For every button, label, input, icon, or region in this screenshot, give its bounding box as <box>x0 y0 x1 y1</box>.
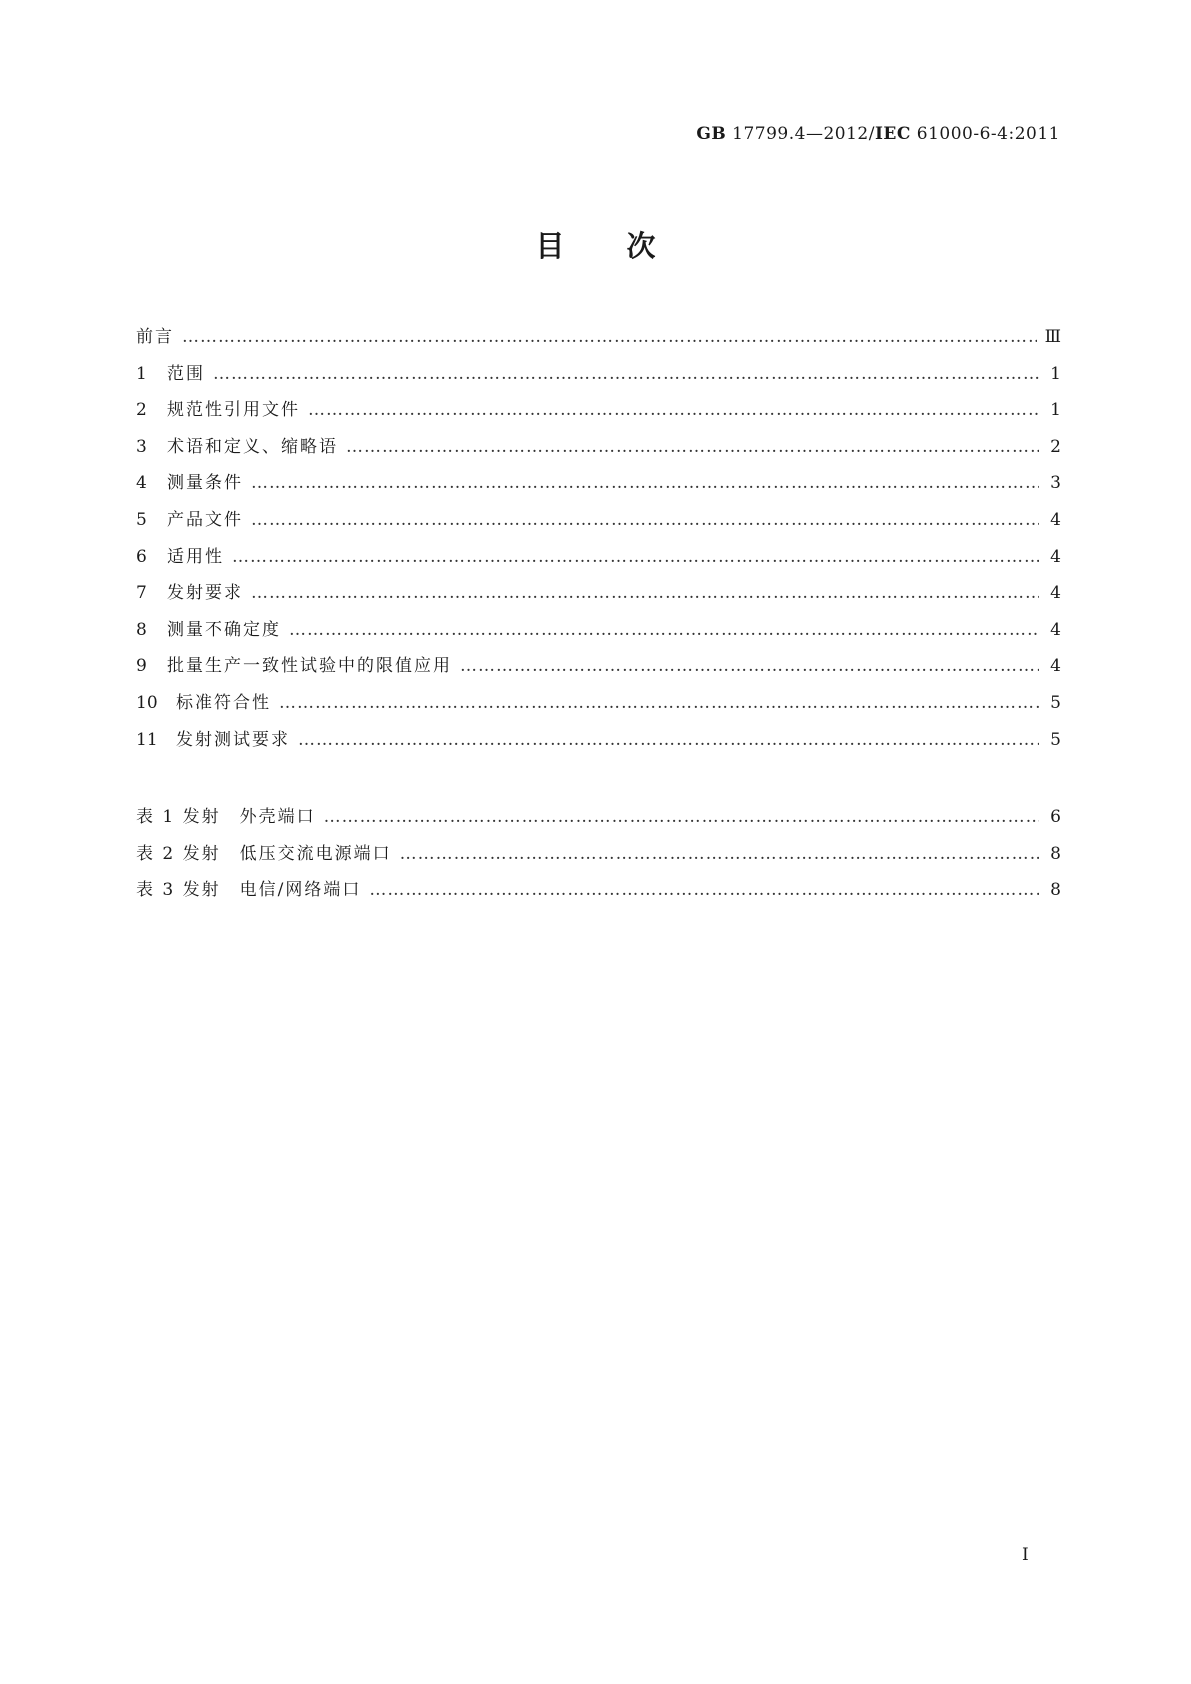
toc-entry[interactable] <box>136 725 1061 762</box>
toc-entry-page: 4 <box>1050 619 1061 640</box>
toc-entry-label: 发射要求 <box>167 583 243 604</box>
toc-entry[interactable] <box>136 432 1061 469</box>
iec-prefix: IEC <box>874 124 911 144</box>
toc-entry-page: 4 <box>1050 509 1061 530</box>
table-entry-page: 8 <box>1050 880 1061 901</box>
toc-entry-label: 批量生产一致性试验中的限值应用 <box>167 656 452 677</box>
toc-entry[interactable] <box>136 505 1061 542</box>
toc-entry[interactable] <box>136 615 1061 652</box>
toc-entry-page: 1 <box>1050 400 1061 421</box>
toc-entry-number: 9 <box>136 656 147 677</box>
toc-list <box>136 322 1061 761</box>
dot-leader <box>232 547 1039 567</box>
toc-entry-label: 测量不确定度 <box>167 619 281 640</box>
dot-leader <box>251 510 1039 530</box>
table-list <box>136 802 1061 912</box>
toc-entry-page: 3 <box>1050 473 1061 494</box>
table-entry-label: 表 2 发射 低压交流电源端口 <box>136 843 392 864</box>
iec-number: 61000-6-4:2011 <box>916 124 1060 144</box>
table-entry-page: 8 <box>1050 843 1061 864</box>
toc-entry-label: 适用性 <box>167 546 224 567</box>
toc-entry-number: 5 <box>136 509 147 530</box>
toc-entry-number: 4 <box>136 473 147 494</box>
toc-entry-label: 标准符合性 <box>176 692 271 713</box>
toc-entry-page: 4 <box>1050 583 1061 604</box>
dot-leader <box>324 807 1039 827</box>
dot-leader <box>369 880 1039 900</box>
table-entry-page: 6 <box>1050 807 1061 827</box>
toc-entry-number: 8 <box>136 619 147 640</box>
toc-entry[interactable] <box>136 468 1061 505</box>
dot-leader <box>251 473 1039 493</box>
toc-entry-number: 7 <box>136 583 147 604</box>
toc-entry-page: 2 <box>1050 436 1061 457</box>
toc-entry-number: 3 <box>136 436 147 457</box>
toc-entry-number: 2 <box>136 400 147 421</box>
standard-code <box>696 124 1060 144</box>
toc-entry[interactable] <box>136 578 1061 615</box>
toc-entry[interactable] <box>136 651 1061 688</box>
toc-entry-page: 4 <box>1050 656 1061 677</box>
toc-entry-number: 10 <box>136 692 158 713</box>
toc-entry-label: 术语和定义、缩略语 <box>167 436 338 457</box>
toc-entry-label: 规范性引用文件 <box>167 400 300 421</box>
toc-title: 目次 <box>535 229 718 263</box>
table-entry-label: 表 1 发射 外壳端口 <box>136 807 316 827</box>
toc-entry-label: 范围 <box>167 363 205 384</box>
toc-entry-label: 产品文件 <box>167 509 243 530</box>
toc-entry-label: 发射测试要求 <box>176 729 290 750</box>
toc-entry-page: 5 <box>1050 729 1061 750</box>
table-entry[interactable] <box>136 839 1061 876</box>
toc-entry-page: 4 <box>1050 546 1061 567</box>
toc-entry-label: 测量条件 <box>167 473 243 494</box>
std-prefix: GB <box>696 124 727 144</box>
dot-leader <box>308 400 1039 420</box>
std-number: 17799.4—2012/ <box>732 124 875 144</box>
dot-leader <box>400 844 1039 864</box>
toc-entry-page: Ⅲ <box>1044 327 1061 347</box>
toc-entry-number: 6 <box>136 546 147 567</box>
toc-entry-number: 11 <box>136 729 158 750</box>
toc-entry[interactable] <box>136 359 1061 396</box>
toc-entry-page: 5 <box>1050 692 1061 713</box>
toc-entry-label: 前言 <box>136 327 174 347</box>
table-entry[interactable] <box>136 802 1061 839</box>
toc-entry-number: 1 <box>136 363 147 384</box>
dot-leader <box>298 730 1039 750</box>
toc-entry-foreword[interactable] <box>136 322 1061 359</box>
dot-leader <box>460 656 1039 676</box>
table-entry-label: 表 3 发射 电信/网络端口 <box>136 880 362 901</box>
dot-leader <box>251 583 1039 603</box>
page-number: I <box>1022 1545 1029 1565</box>
dot-leader <box>346 437 1039 457</box>
toc-entry[interactable] <box>136 542 1061 579</box>
toc-entry[interactable] <box>136 688 1061 725</box>
toc-entry[interactable] <box>136 395 1061 432</box>
table-entry[interactable] <box>136 875 1061 912</box>
dot-leader <box>289 620 1039 640</box>
dot-leader <box>182 327 1037 347</box>
dot-leader <box>213 364 1039 384</box>
toc-entry-page: 1 <box>1050 363 1061 384</box>
dot-leader <box>279 693 1039 713</box>
